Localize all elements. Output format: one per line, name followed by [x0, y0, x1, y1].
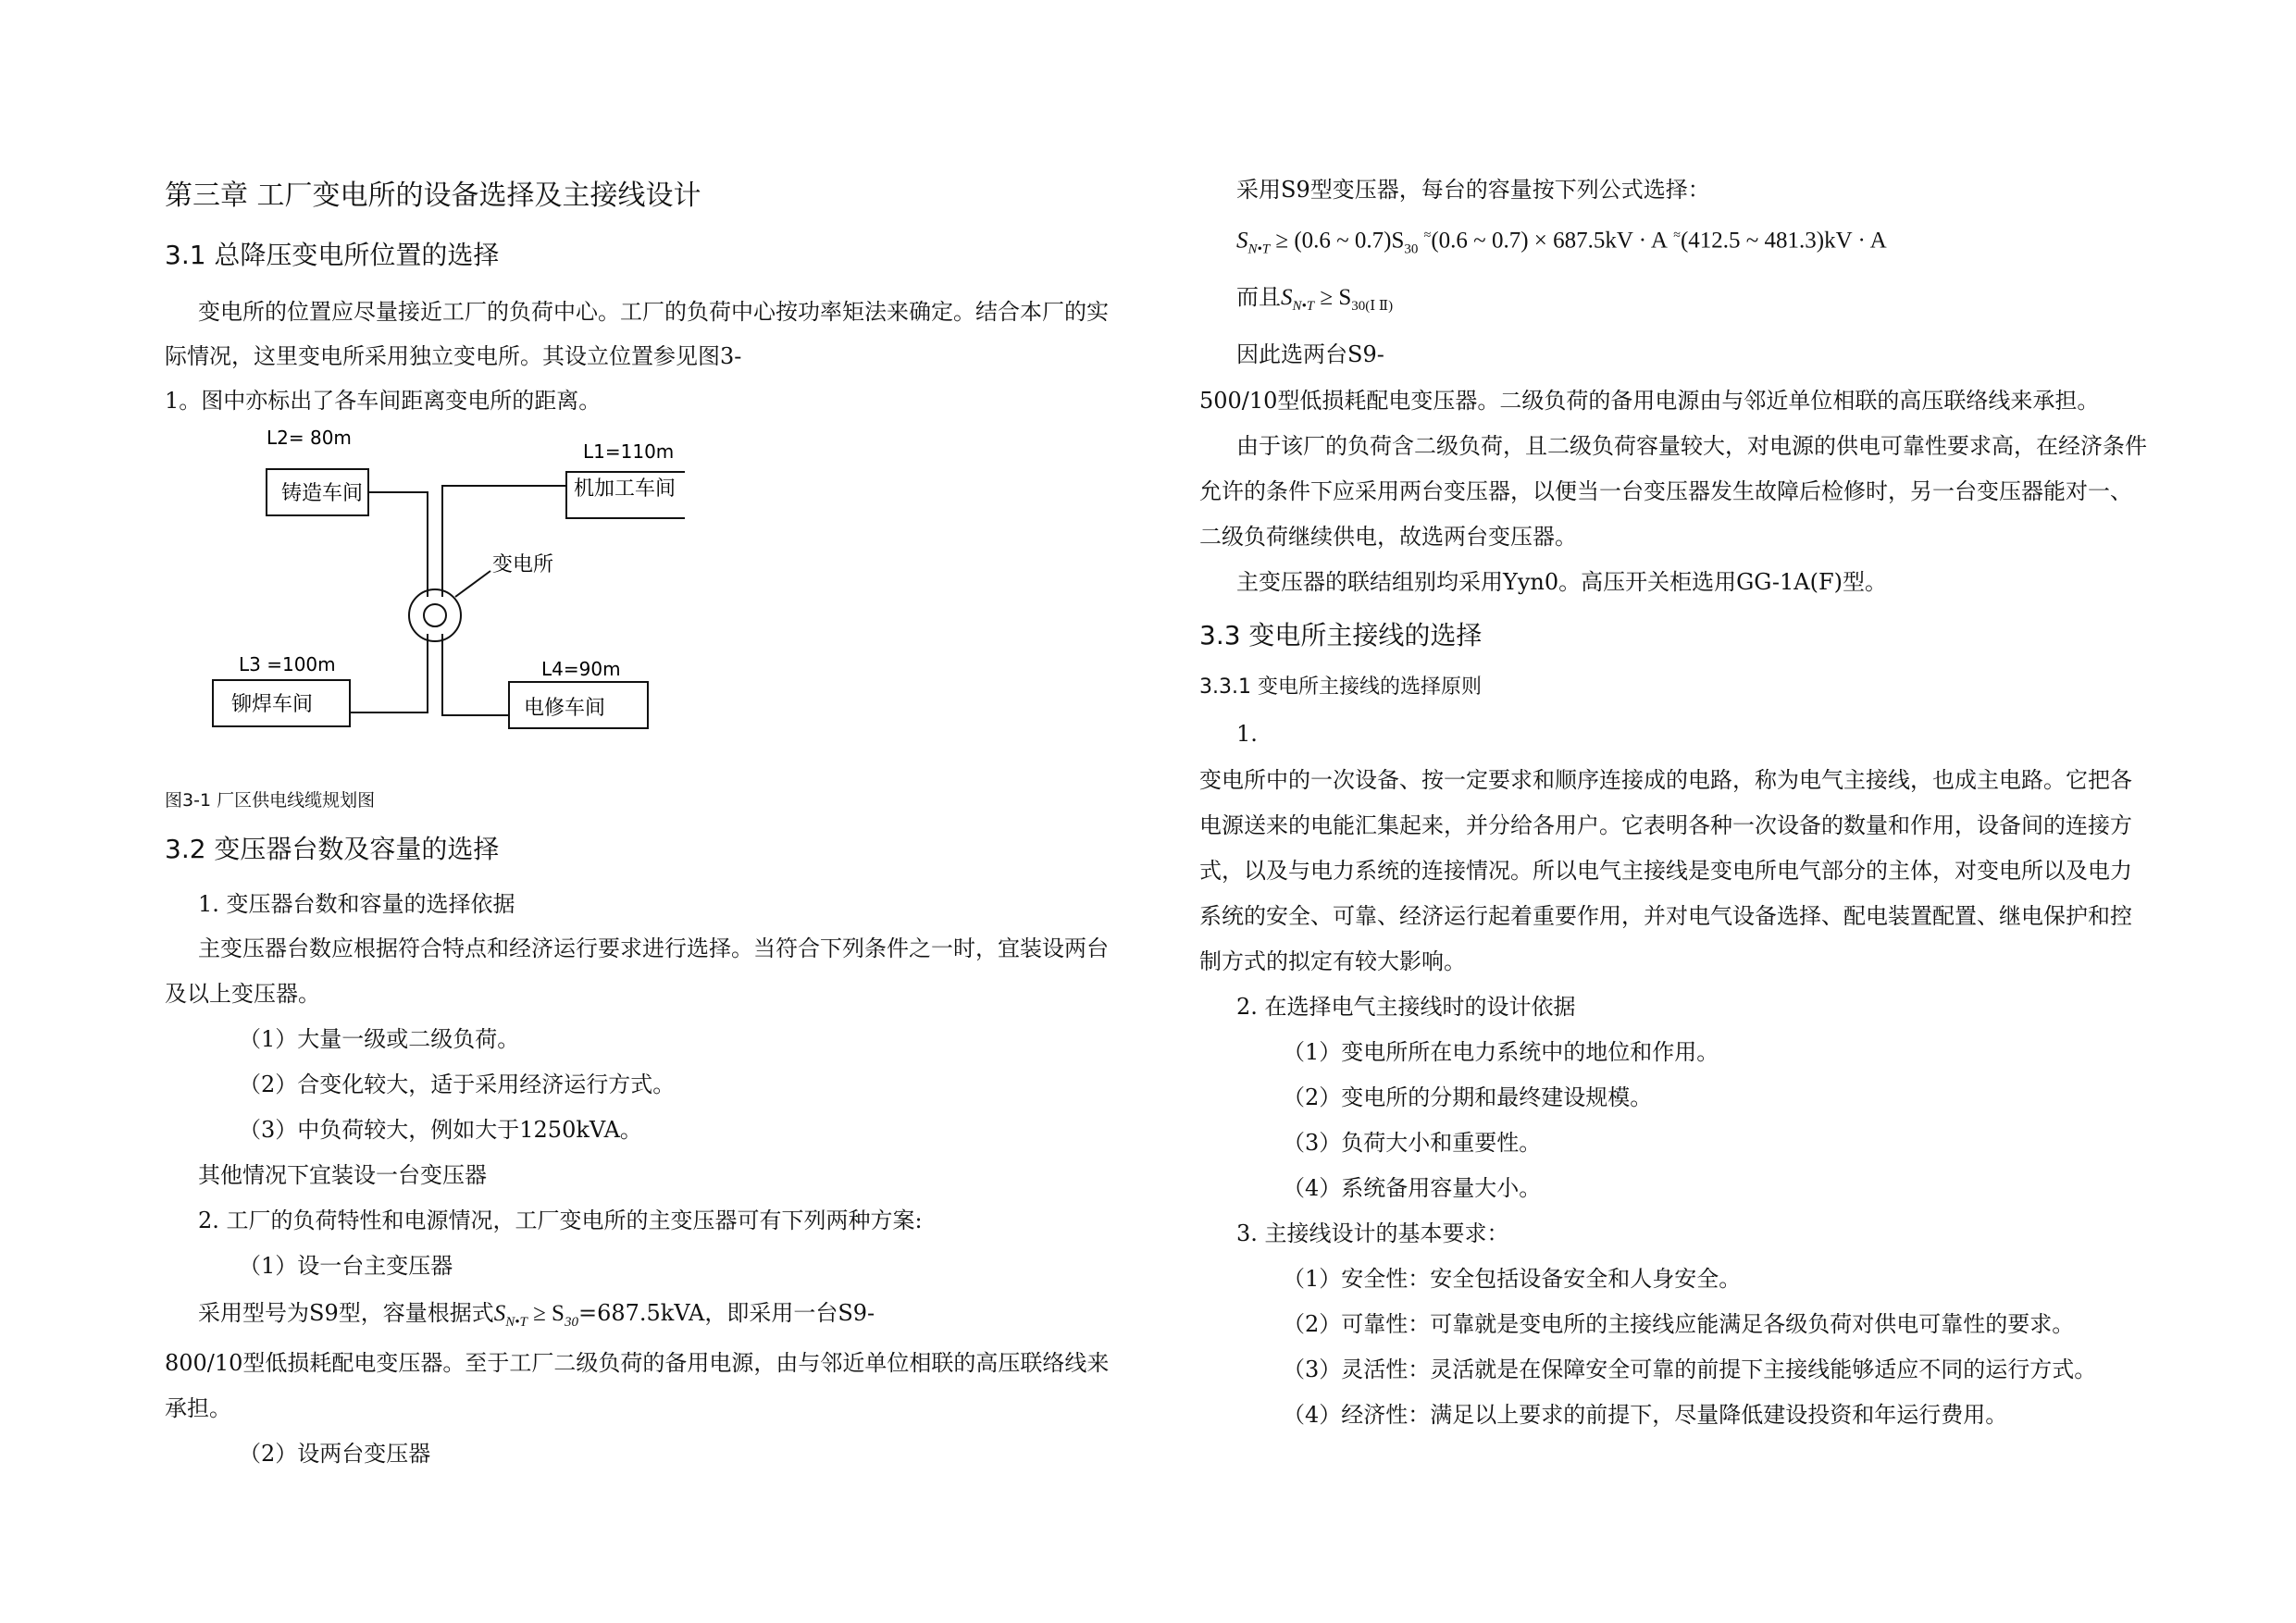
s32-option-1: （1）设一台主变压器	[239, 1253, 453, 1279]
figure-caption: 图3-1 厂区供电线缆规划图	[165, 790, 376, 811]
inline-formula: $S_{N•T} \ge S_{30}$	[493, 1301, 578, 1330]
section-3-2-title: 3.2 变压器台数及容量的选择	[165, 834, 500, 864]
s32-condition-3: （3）中负荷较大，例如大于1250kVA。	[239, 1117, 642, 1143]
r-paragraph-5-line1: 变电所中的一次设备、按一定要求和顺序连接成的电路，称为电气主接线，也成主电路。它把各	[1199, 767, 2132, 793]
r-requirement-2: （2）可靠性：可靠就是变电所的主接线应能满足各级负荷对供电可靠性的要求。	[1283, 1311, 2075, 1337]
s31-paragraph-line2: 际情况，这里变电所采用独立变电所。其设立位置参见图3-	[165, 343, 742, 369]
s32-item-1: 1. 变压器台数和容量的选择依据	[198, 891, 515, 917]
s32-other-case: 其他情况下宜装设一台变压器	[198, 1162, 487, 1188]
r-item-3: 3. 主接线设计的基本要求：	[1236, 1220, 1509, 1246]
r-paragraph-3-line3: 二级负荷继续供电，故选两台变压器。	[1199, 524, 1577, 550]
r-paragraph-5-line5: 制方式的拟定有较大影响。	[1199, 948, 1466, 974]
plant-cable-layout-diagram	[204, 421, 685, 754]
s32-paragraph-3-line2: 承担。	[165, 1395, 231, 1421]
w1-distance: L2= 80m	[267, 427, 352, 449]
w1-label: 铸造车间	[281, 482, 364, 505]
r-paragraph-1: 采用S9型变压器，每台的容量按下列公式选择：	[1236, 177, 1710, 203]
r-paragraph-5-line2: 电源送来的电能汇集起来，并分给各用户。它表明各种一次设备的数量和作用，设备间的连接方	[1199, 812, 2132, 838]
r-paragraph-4: 主变压器的联结组别均采用Yyn0。高压开关柜选用GG-1A(F)型。	[1236, 569, 1888, 595]
r-item-1: 1.	[1236, 721, 1258, 747]
r-paragraph-5-line3: 式，以及与电力系统的连接情况。所以电气主接线是变电所电气部分的主体，对变电所以及电力	[1199, 858, 2132, 884]
w2-label: 机加工车间	[574, 477, 676, 501]
substation-symbol	[409, 589, 461, 641]
formula-condition: 而且$S_{N•T} \ge S_{30(Ⅰ Ⅱ)}$	[1236, 284, 1394, 314]
w3-label: 铆焊车间	[231, 693, 314, 716]
r-basis-4: （4）系统备用容量大小。	[1283, 1175, 1542, 1201]
section-3-3-1-title: 3.3.1 变电所主接线的选择原则	[1199, 675, 1482, 699]
r-paragraph-3-line1: 由于该厂的负荷含二级负荷，且二级负荷容量较大，对电源的供电可靠性要求高，在经济条件	[1236, 433, 2147, 459]
r-paragraph-3-line2: 允许的条件下应采用两台变压器，以便当一台变压器发生故障后检修时，另一台变压器能对一、	[1199, 478, 2132, 504]
w3-distance: L3 =100m	[239, 653, 336, 675]
w4-label: 电修车间	[524, 697, 606, 720]
w4-distance: L4=90m	[541, 658, 621, 680]
s32-paragraph-line2: 及以上变压器。	[165, 981, 320, 1007]
s31-paragraph-line3: 1。图中亦标出了各车间距离变电所的距离。	[165, 388, 602, 414]
section-3-1-title: 3.1 总降压变电所位置的选择	[165, 240, 500, 270]
r-requirement-1: （1）安全性：安全包括设备安全和人身安全。	[1283, 1266, 1742, 1292]
r-requirement-3: （3）灵活性：灵活就是在保障安全可靠的前提下主接线能够适应不同的运行方式。	[1283, 1357, 2097, 1382]
s32-item-2: 2. 工厂的负荷特性和电源情况，工厂变电所的主变压器可有下列两种方案:	[198, 1208, 923, 1233]
r-basis-3: （3）负荷大小和重要性。	[1283, 1130, 1542, 1156]
substation-label: 变电所	[492, 553, 554, 576]
r-basis-2: （2）变电所的分期和最终建设规模。	[1283, 1084, 1653, 1110]
formula-capacity: $S_{N•T} \ge (0.6$ ~ $0.7)S_{30}$ ≈(0.6 ~ 0.7) × 687.5kV · A ≈(412.5 ~ 481.3)kV · A	[1236, 228, 1887, 257]
s32-condition-2: （2）合变化较大，适于采用经济运行方式。	[239, 1072, 676, 1097]
s32-paragraph-2: 采用型号为S9型，容量根据式$S_{N•T} \ge S_{30}=687.5kVA$，即采用一台S9-	[198, 1300, 875, 1330]
s32-paragraph-3-line1: 800/10型低损耗配电变压器。至于工厂二级负荷的备用电源，由与邻近单位相联的高压联络线来	[165, 1350, 1110, 1376]
s31-paragraph-line1: 变电所的位置应尽量接近工厂的负荷中心。工厂的负荷中心按功率矩法来确定。结合本厂的实	[198, 299, 1109, 325]
w2-distance: L1=110m	[583, 440, 675, 463]
section-3-3-title: 3.3 变电所主接线的选择	[1199, 620, 1483, 650]
r-item-2: 2. 在选择电气主接线时的设计依据	[1236, 994, 1576, 1020]
s32-option-2: （2）设两台变压器	[239, 1441, 431, 1467]
r-paragraph-5-line4: 系统的安全、可靠、经济运行起着重要作用，并对电气设备选择、配电装置配置、继电保护和控	[1199, 903, 2132, 929]
r-requirement-4: （4）经济性：满足以上要求的前提下，尽量降低建设投资和年运行费用。	[1283, 1402, 2008, 1428]
r-paragraph-2-line1: 因此选两台S9-	[1236, 341, 1384, 367]
chapter-title: 第三章 工厂变电所的设备选择及主接线设计	[165, 180, 701, 212]
r-basis-1: （1）变电所所在电力系统中的地位和作用。	[1283, 1039, 1719, 1065]
r-paragraph-2-line2: 500/10型低损耗配电变压器。二级负荷的备用电源由与邻近单位相联的高压联络线来承担。	[1199, 388, 2100, 414]
s32-condition-1: （1）大量一级或二级负荷。	[239, 1026, 520, 1052]
s32-paragraph-line1: 主变压器台数应根据符合特点和经济运行要求进行选择。当符合下列条件之一时，宜装设两台	[198, 935, 1109, 961]
